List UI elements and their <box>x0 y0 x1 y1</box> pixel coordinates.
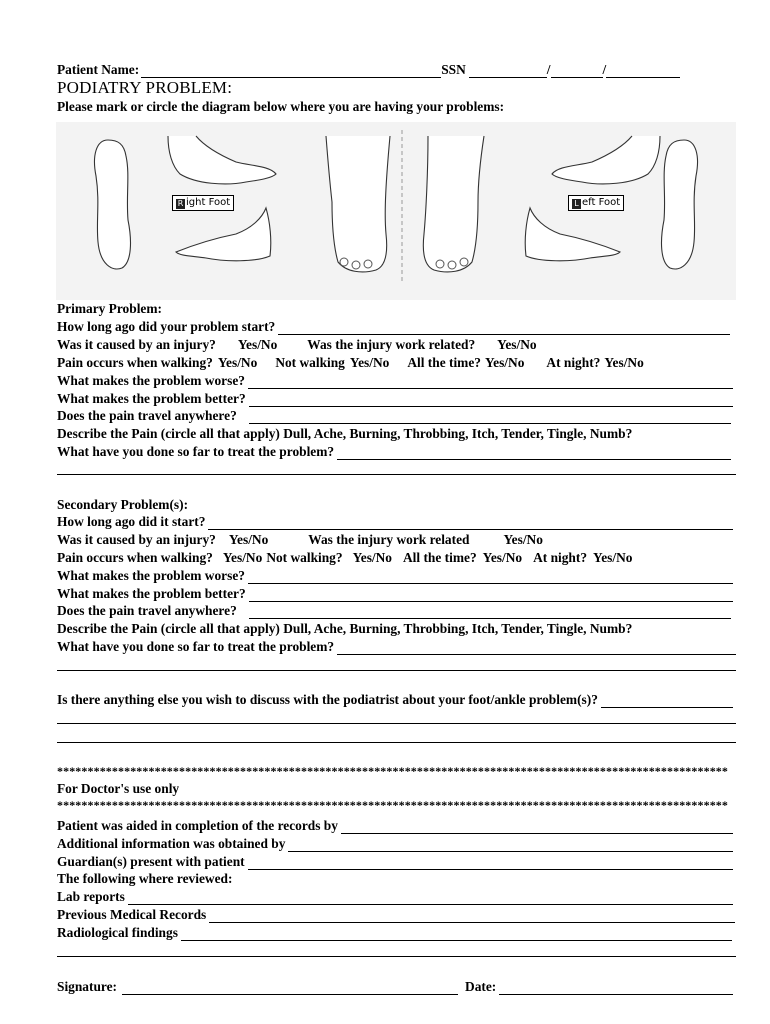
primary-at-night-yes-no[interactable]: Yes/No <box>604 355 644 370</box>
right-foot-front <box>326 136 390 272</box>
secondary-describe-label[interactable]: Describe the Pain (circle all that apply) Dull, Ache, Burning, Throbbing, Itch, Tender, Tingle, Numb? <box>57 621 633 636</box>
doctor-heading <box>57 781 179 797</box>
secondary-worse-row <box>57 568 733 584</box>
separator-stars-bottom: ************************************************************************************************************** <box>57 799 728 811</box>
secondary-work-yes-no[interactable]: Yes/No <box>503 532 543 547</box>
primary-how-long-field[interactable] <box>278 323 730 335</box>
secondary-at-night-yes-no[interactable]: Yes/No <box>593 550 633 565</box>
aided-label: Patient was aided in completion of the records by <box>57 818 338 833</box>
primary-better-row <box>57 391 733 407</box>
primary-treat-field[interactable] <box>337 448 731 460</box>
secondary-how-long-row <box>57 514 733 530</box>
discuss-line-2[interactable] <box>57 742 736 743</box>
aided-row <box>57 818 733 834</box>
reviewed-label: The following where reviewed: <box>57 871 233 886</box>
additional-label: Additional information was obtained by <box>57 836 286 851</box>
right-foot-letter: R <box>177 199 184 208</box>
ssn-separator: / <box>602 62 607 77</box>
secondary-better-label: What makes the problem better? <box>57 586 246 601</box>
secondary-all-time-label: All the time? <box>403 550 477 565</box>
radiological-label: Radiological findings <box>57 925 178 940</box>
patient-name-label: Patient Name: <box>57 62 140 77</box>
reviewed-row <box>57 871 232 887</box>
primary-describe-row <box>57 426 632 442</box>
secondary-injury-row <box>57 532 543 548</box>
separator-stars-top: ************************************************************************************************************** <box>57 765 728 777</box>
primary-worse-label: What makes the problem worse? <box>57 373 245 388</box>
secondary-injury-yes-no[interactable]: Yes/No <box>228 532 269 547</box>
additional-row <box>57 836 733 852</box>
secondary-travel-label: Does the pain travel anywhere? <box>57 603 237 618</box>
previous-field[interactable] <box>209 911 735 923</box>
discuss-field[interactable] <box>601 696 733 708</box>
primary-not-walking-label: Not walking <box>275 355 345 370</box>
primary-travel-row <box>57 408 731 424</box>
guardian-field[interactable] <box>248 858 733 870</box>
foot-diagram[interactable] <box>56 122 736 300</box>
left-foot-front <box>423 136 484 272</box>
primary-heading-text: Primary Problem: <box>57 301 162 316</box>
diagram-instruction <box>57 99 504 115</box>
feet-illustration <box>56 122 736 300</box>
discuss-row <box>57 692 733 708</box>
secondary-travel-field[interactable] <box>249 607 731 619</box>
right-foot-label <box>172 195 234 211</box>
primary-worse-field[interactable] <box>248 377 733 389</box>
secondary-at-night-label: At night? <box>533 550 588 565</box>
primary-travel-field[interactable] <box>249 412 731 424</box>
primary-at-night-label: At night? <box>546 355 601 370</box>
primary-describe-label[interactable]: Describe the Pain (circle all that apply) Dull, Ache, Burning, Throbbing, Itch, Tender, Tingle, Numb? <box>57 426 633 441</box>
aided-field[interactable] <box>341 822 733 834</box>
lab-field[interactable] <box>128 893 733 905</box>
form-title: PODIATRY PROBLEM: <box>57 78 233 97</box>
primary-walking-yes-no[interactable]: Yes/No <box>217 355 258 370</box>
patient-name-field[interactable] <box>141 66 441 78</box>
signature-row <box>57 979 733 995</box>
secondary-work-related-label: Was the injury work related <box>308 532 470 547</box>
secondary-not-walking-label: Not walking? <box>266 550 343 565</box>
lab-label: Lab reports <box>57 889 125 904</box>
additional-field[interactable] <box>288 840 733 852</box>
primary-caused-injury-label: Was it caused by an injury? <box>57 337 216 352</box>
left-foot-letter: L <box>572 199 581 209</box>
primary-extra-line[interactable] <box>57 474 736 475</box>
left-sole-outline <box>662 140 698 269</box>
primary-not-walking-yes-no[interactable]: Yes/No <box>349 355 390 370</box>
primary-how-long-row <box>57 319 730 335</box>
secondary-worse-field[interactable] <box>248 572 733 584</box>
secondary-walking-yes-no[interactable]: Yes/No <box>222 550 263 565</box>
secondary-how-long-label: How long ago did it start? <box>57 514 206 529</box>
instruction-text: Please mark or circle the diagram below where you are having your problems: <box>57 99 505 114</box>
ssn-label: SSN <box>441 62 466 77</box>
secondary-pain-walking-label: Pain occurs when walking? <box>57 550 213 565</box>
guardian-label: Guardian(s) present with patient <box>57 854 245 869</box>
primary-injury-yes-no[interactable]: Yes/No <box>237 337 278 352</box>
secondary-pain-row <box>57 550 632 566</box>
secondary-heading <box>57 497 188 513</box>
secondary-better-row <box>57 586 733 602</box>
secondary-heading-text: Secondary Problem(s): <box>57 497 189 512</box>
primary-how-long-label: How long ago did your problem start? <box>57 319 276 334</box>
primary-travel-label: Does the pain travel anywhere? <box>57 408 237 423</box>
previous-row <box>57 907 735 923</box>
primary-worse-row <box>57 373 733 389</box>
right-foot-text: ight Foot <box>186 197 231 208</box>
primary-work-yes-no[interactable]: Yes/No <box>497 337 537 352</box>
date-field[interactable] <box>499 983 733 995</box>
patient-name-row <box>57 62 707 78</box>
right-sole-outline <box>95 140 131 269</box>
secondary-travel-row <box>57 603 731 619</box>
primary-better-field[interactable] <box>249 395 733 407</box>
secondary-not-walking-yes-no[interactable]: Yes/No <box>352 550 393 565</box>
left-foot-text: eft Foot <box>582 197 621 208</box>
previous-label: Previous Medical Records <box>57 907 207 922</box>
radiological-field[interactable] <box>181 929 732 941</box>
ssn-separator: / <box>546 62 551 77</box>
primary-treat-label: What have you done so far to treat the problem? <box>57 444 335 459</box>
secondary-worse-label: What makes the problem worse? <box>57 568 245 583</box>
doctor-heading-text: For Doctor's use only <box>57 781 180 796</box>
secondary-describe-row <box>57 621 632 637</box>
primary-injury-row <box>57 337 537 353</box>
ssn-field-2[interactable] <box>551 66 603 78</box>
ssn-field-1[interactable] <box>469 66 547 78</box>
radiological-row <box>57 925 732 941</box>
primary-pain-row <box>57 355 644 371</box>
primary-treat-row <box>57 444 731 460</box>
primary-all-time-label: All the time? <box>407 355 481 370</box>
lab-row <box>57 889 733 905</box>
secondary-treat-label: What have you done so far to treat the problem? <box>57 639 335 654</box>
secondary-how-long-field[interactable] <box>208 518 733 530</box>
doctor-extra-line[interactable] <box>57 956 736 957</box>
primary-better-label: What makes the problem better? <box>57 391 246 406</box>
signature-field[interactable] <box>122 983 458 995</box>
left-foot-label <box>568 195 624 211</box>
guardian-row <box>57 854 733 870</box>
secondary-treat-row <box>57 639 736 655</box>
discuss-label: Is there anything else you wish to discuss with the podiatrist about your foot/ankle problem(s)? <box>57 692 598 707</box>
secondary-extra-line[interactable] <box>57 670 736 671</box>
discuss-line-1[interactable] <box>57 723 736 724</box>
primary-heading <box>57 301 162 317</box>
primary-all-time-yes-no[interactable]: Yes/No <box>484 355 525 370</box>
secondary-caused-injury-label: Was it caused by an injury? <box>57 532 216 547</box>
primary-pain-walking-label: Pain occurs when walking? <box>57 355 213 370</box>
signature-label: Signature: <box>57 979 118 994</box>
ssn-field-3[interactable] <box>606 66 680 78</box>
primary-work-related-label: Was the injury work related? <box>307 337 476 352</box>
secondary-treat-field[interactable] <box>337 643 736 655</box>
date-label: Date: <box>465 979 497 994</box>
secondary-all-time-yes-no[interactable]: Yes/No <box>482 550 523 565</box>
secondary-better-field[interactable] <box>249 590 733 602</box>
